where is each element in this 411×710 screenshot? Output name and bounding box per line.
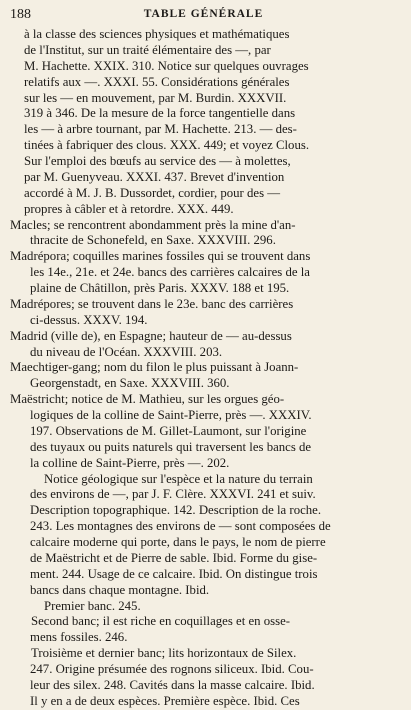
index-entry: Maëstricht; notice de M. Mathieu, sur les orgues géo- (10, 392, 285, 407)
text-line: les 14e., 21e. et 24e. bancs des carrières calcaires de la (30, 265, 310, 280)
page-number: 188 (10, 7, 31, 22)
text-line: relatifs aux —. XXXI. 55. Considérations générales (24, 74, 290, 89)
text-line: 243. Les montagnes des environs de — sont composées de (30, 519, 331, 534)
text-line: thracite de Schonefeld, en Saxe. XXXVIII. 296. (30, 233, 276, 248)
index-entry: Madrépores; se trouvent dans le 23e. banc des carrières (10, 296, 294, 311)
text-line: de Maëstricht et de Pierre de sable. Ibid. Forme du gise- (30, 550, 318, 565)
index-entry: Madrépora; coquilles marines fossiles qui se trouvent dans (10, 249, 311, 264)
text-line: de l'Institut, sur un traité élémentaire des —, par (24, 42, 271, 57)
text-line: plaine de Châtillon, près Paris. XXXV. 188 et 195. (30, 281, 290, 295)
text-line: 247. Origine présumée des rognons siliceux. Ibid. Cou- (30, 662, 314, 676)
text-line: bancs dans chaque montagne. Ibid. (30, 582, 210, 597)
running-title: TABLE GÉNÉRALE (143, 8, 264, 20)
text-line: les — à arbre tournant, par M. Hachette. 213. — des- (24, 122, 297, 137)
text-line: 197. Observations de M. Gillet-Laumont, sur l'origine (30, 423, 307, 438)
text-line: ci-dessus. XXXV. 194. (30, 312, 148, 327)
text-line: logiques de la colline de Saint-Pierre, près —. XXXIV. (30, 408, 312, 422)
index-entry: Macles; se rencontrent abondamment près la mine d'an- (10, 217, 296, 232)
text-line: du niveau de l'Océan. XXXVIII. 203. (30, 344, 223, 359)
text-line: à la classe des sciences physiques et mathématiques (24, 27, 290, 41)
text-line: accordé à M. J. B. Dussordet, cordier, pour des — (24, 185, 281, 200)
text-line: M. Hachette. XXIX. 310. Notice sur quelques ouvrages (24, 58, 309, 73)
text-line: Il y en a de deux espèces. Première espèce. Ibid. Ces (30, 693, 300, 708)
paragraph-start: Notice géologique sur l'espèce et la nature du terrain (44, 471, 313, 486)
text-line: Description topographique. 142. Description de la roche. (30, 503, 322, 518)
text-line: la colline de Saint-Pierre, près —. 202. (30, 455, 230, 470)
index-entry: Maechtiger-gang; nom du filon le plus puissant à Joann- (10, 360, 299, 375)
index-text (10, 27, 399, 710)
paragraph-start: Troisième et dernier banc; lits horizontaux de Silex. (31, 646, 297, 661)
text-line: Georgenstadt, en Saxe. XXXVIII. 360. (30, 376, 230, 391)
text-line: ment. 244. Usage de ce calcaire. Ibid. On distingue trois (30, 566, 318, 581)
text-line: propres à câbler et à retordre. XXX. 449. (24, 201, 234, 216)
text-line: Sur l'emploi des bœufs au service des — à molettes, (24, 154, 291, 168)
text-line: par M. Guenyveau. XXXI. 437. Brevet d'invention (24, 169, 285, 184)
text-line: calcaire moderne qui porte, dans le pays, le nom de pierre (30, 535, 326, 549)
text-line: sur les — en mouvement, par M. Burdin. XXXVII. (24, 90, 287, 105)
paragraph-start: Second banc; il est riche en coquillages et en osse- (31, 614, 291, 629)
index-entry: Madrid (ville de), en Espagne; hauteur de — au-dessus (10, 328, 292, 343)
text-line: des environs de —, par J. F. Clère. XXXVI. 241 et suiv. (30, 487, 316, 502)
page-header (10, 7, 397, 25)
text-line: des tuyaux ou puits naturels qui traversent les bancs de (30, 439, 312, 454)
text-line: tinées à fabriquer des clous. XXX. 449; et voyez Clous. (24, 138, 310, 153)
text-line: 319 à 346. De la mesure de la force tangentielle dans (24, 106, 296, 121)
text-line: leur des silex. 248. Cavités dans la masse calcaire. Ibid. (30, 677, 315, 692)
text-line: mens fossiles. 246. (30, 630, 128, 645)
paragraph-start: Premier banc. 245. (44, 598, 141, 613)
